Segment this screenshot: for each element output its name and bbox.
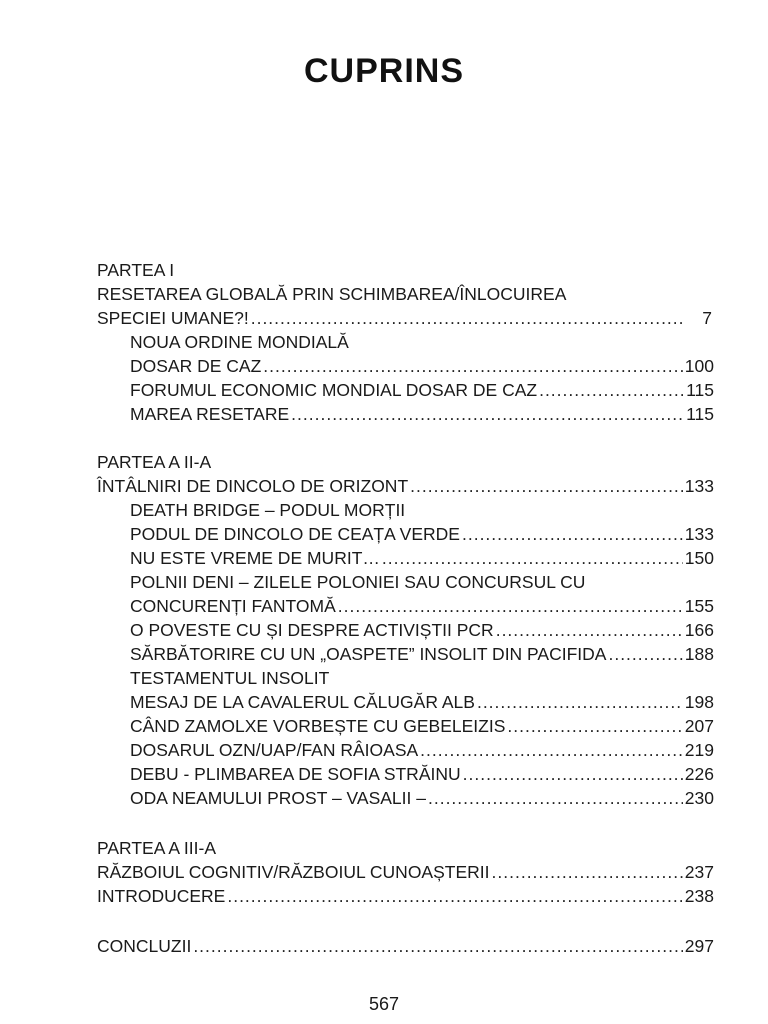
toc-entry (97, 402, 714, 426)
toc-entry-title: FORUMUL ECONOMIC MONDIAL DOSAR DE CAZ (130, 380, 538, 400)
toc-entry-title: RESETAREA GLOBALĂ PRIN SCHIMBAREA/ÎNLOCUIREA (97, 284, 567, 304)
toc-page-number: 133 (684, 476, 714, 496)
dot-leader (462, 522, 683, 546)
dot-leader (608, 642, 682, 666)
toc-entry (97, 570, 714, 594)
toc-entry (97, 378, 714, 402)
toc-entry (97, 762, 714, 786)
toc-entry (97, 522, 714, 546)
toc-page-number: 150 (684, 548, 714, 568)
dot-leader (420, 738, 683, 762)
toc-page-number: 133 (684, 524, 714, 544)
dot-leader (338, 594, 683, 618)
toc-page-number: 230 (684, 788, 714, 808)
toc-page-number: 166 (684, 620, 714, 640)
toc-entry (97, 690, 714, 714)
toc-page-number: 219 (684, 740, 714, 760)
toc-entry (97, 354, 714, 378)
toc-entry-title: ÎNTÂLNIRI DE DINCOLO DE ORIZONT (97, 476, 409, 496)
toc-entry (97, 884, 714, 908)
toc-entry-title: DEBU - PLIMBAREA DE SOFIA STRĂINU (130, 764, 461, 784)
toc-entry-title: ODA NEAMULUI PROST – VASALII – (130, 788, 426, 808)
toc-page-number: 226 (684, 764, 714, 784)
toc-page-number: 188 (684, 644, 714, 664)
toc-entry (97, 666, 714, 690)
toc-entry-title: DOSAR DE CAZ (130, 356, 262, 376)
page-title: CUPRINS (303, 52, 465, 90)
dot-leader (291, 402, 684, 426)
toc-entry-title: O POVESTE CU ȘI DESPRE ACTIVIȘTII PCR (130, 620, 494, 640)
dot-leader (251, 306, 687, 330)
toc-entry-title: MESAJ DE LA CAVALERUL CĂLUGĂR ALB (130, 692, 475, 712)
toc-entry (97, 934, 714, 958)
toc-page-number: 207 (684, 716, 714, 736)
toc-page-number: 115 (686, 404, 714, 424)
toc-entry (97, 738, 714, 762)
toc-entry (97, 594, 714, 618)
toc-page-number: 198 (684, 692, 714, 712)
toc-entry-title: DOSARUL OZN/UAP/FAN RÂIOASA (130, 740, 419, 760)
toc-entry-title: CONCLUZII (97, 936, 192, 956)
dot-leader (263, 354, 683, 378)
toc-entry (97, 642, 714, 666)
part-heading: PARTEA A III-A (97, 838, 216, 858)
toc-entry-title: DEATH BRIDGE – PODUL MORȚII (130, 500, 406, 520)
toc-entry (97, 618, 714, 642)
toc-page-number: 238 (684, 886, 714, 906)
toc-entry (97, 498, 714, 522)
toc-entry (97, 546, 714, 570)
toc-page-number: 237 (684, 862, 714, 882)
page-number: 567 (368, 994, 400, 1014)
dot-leader (463, 762, 683, 786)
toc-entry-title: TESTAMENTUL INSOLIT (130, 668, 330, 688)
toc-page-number: 155 (684, 596, 714, 616)
dot-leader (507, 714, 682, 738)
toc-entry (97, 306, 714, 330)
toc-entry (97, 282, 714, 306)
toc-page-number: 115 (686, 380, 714, 400)
table-of-contents (97, 258, 714, 958)
toc-entry-title: POLNII DENI – ZILELE POLONIEI SAU CONCURSUL CU (130, 572, 586, 592)
part-heading: PARTEA A II-A (97, 452, 212, 472)
part-heading: PARTEA I (97, 260, 175, 280)
toc-entry (97, 330, 714, 354)
dot-leader (193, 934, 682, 958)
toc-entry-title: SĂRBĂTORIRE CU UN „OASPETE” INSOLIT DIN PACIFIDA (130, 644, 607, 664)
toc-entry-title: MAREA RESETARE (130, 404, 290, 424)
toc-entry (97, 786, 714, 810)
dot-leader (227, 884, 682, 908)
dot-leader (428, 786, 683, 810)
toc-entry (97, 474, 714, 498)
toc-entry (97, 714, 714, 738)
dot-leader (492, 860, 683, 884)
dot-leader (539, 378, 684, 402)
toc-page-number: 7 (702, 308, 712, 328)
toc-entry-title: CÂND ZAMOLXE VORBEȘTE CU GEBELEIZIS (130, 716, 506, 736)
dot-leader (496, 618, 683, 642)
toc-entry-title: PODUL DE DINCOLO DE CEAȚA VERDE (130, 524, 460, 544)
dot-leader (410, 474, 683, 498)
dot-leader (382, 546, 683, 570)
toc-entry-title: INTRODUCERE (97, 886, 226, 906)
toc-entry-title: NOUA ORDINE MONDIALĂ (130, 332, 349, 352)
toc-entry-title: NU ESTE VREME DE MURIT… (130, 548, 380, 568)
toc-entry-title: CONCURENȚI FANTOMĂ (130, 596, 336, 616)
toc-entry-title: SPECIEI UMANE?! (97, 308, 249, 328)
toc-entry (97, 860, 714, 884)
toc-page-number: 297 (684, 936, 714, 956)
toc-page-number: 100 (684, 356, 714, 376)
dot-leader (477, 690, 683, 714)
toc-entry-title: RĂZBOIUL COGNITIV/RĂZBOIUL CUNOAȘTERII (97, 862, 490, 882)
